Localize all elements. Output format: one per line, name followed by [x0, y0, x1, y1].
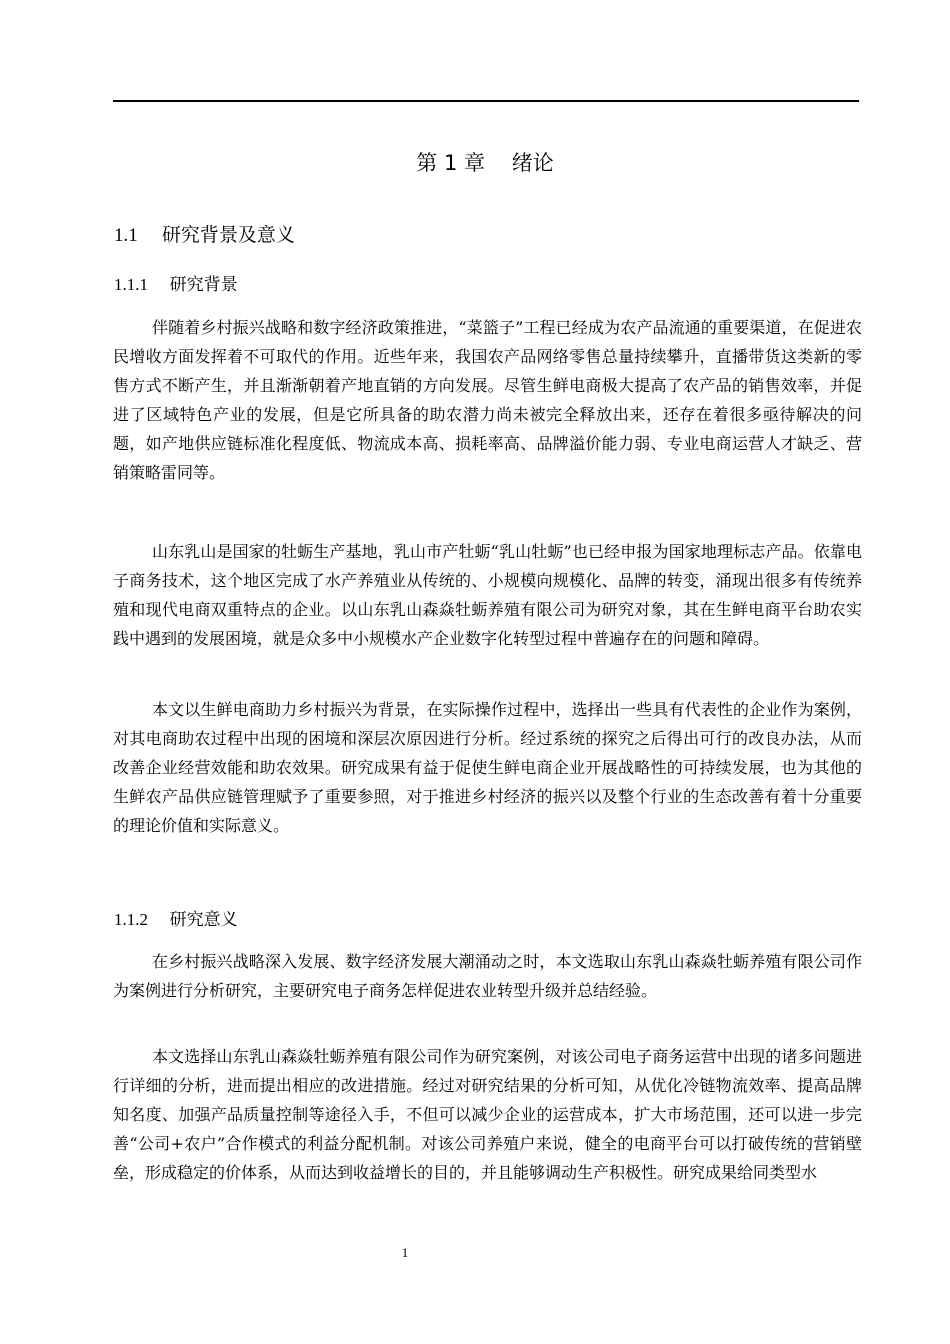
subsection-number: 1.1.2: [114, 910, 148, 929]
header-rule: [113, 100, 859, 102]
body-paragraph: 本文以生鲜电商助力乡村振兴为背景，在实际操作过程中，选择出一些具有代表性的企业作为案例，对其电商助农过程中出现的困境和深层次原因进行分析。经过系统的探究之后得出可行的改良办法，从而改善企业经营效能和助农效果。研究成果有益于促使生鲜电商企业开展战略性的可持续发展，也为其他的生鲜农产品供应链管理赋予了重要参照，对于推进乡村经济的振兴以及整个行业的生态改善有着十分重要的理论价值和实际意义。: [113, 700, 862, 835]
chapter-title: 第 1 章 绪论: [416, 151, 554, 175]
subsection-title: 研究意义: [169, 910, 238, 930]
section-heading-1-1: [114, 222, 295, 249]
body-paragraph: 在乡村振兴战略深入发展、数字经济发展大潮涌动之时，本文选取山东乳山森焱牡蛎养殖有限公司作为案例进行分析研究，主要研究电子商务怎样促进农业转型升级并总结经验。: [113, 952, 862, 1000]
section-number: 1.1: [114, 225, 138, 246]
page-number: 1: [401, 1245, 409, 1260]
subsection-heading-1-1-1: [114, 273, 238, 297]
section-title: 研究背景及意义: [161, 224, 295, 246]
subsection-title: 研究背景: [169, 275, 238, 295]
subsection-number: 1.1.1: [114, 275, 148, 294]
body-paragraph: 山东乳山是国家的牡蛎生产基地，乳山市产牡蛎“乳山牡蛎”也已经申报为国家地理标志产品。依靠电子商务技术，这个地区完成了水产养殖业从传统的、小规模向规模化、品牌的转变，涌现出很多有传统养殖和现代电商双重特点的企业。以山东乳山森焱牡蛎养殖有限公司为研究对象，其在生鲜电商平台助农实践中遇到的发展困境，就是众多中小规模水产企业数字化转型过程中普遍存在的问题和障碍。: [113, 542, 862, 648]
body-paragraph: 本文选择山东乳山森焱牡蛎养殖有限公司作为研究案例，对该公司电子商务运营中出现的诸多问题进行详细的分析，进而提出相应的改进措施。经过对研究结果的分析可知，从优化冷链物流效率、提高品牌知名度、加强产品质量控制等途径入手，不但可以减少企业的运营成本，扩大市场范围，还可以进一步完善“公司+农户”合作模式的利益分配机制。对该公司养殖户来说，健全的电商平台可以打破传统的营销壁垒，形成稳定的价体系，从而达到收益增长的目的，并且能够调动生产积极性。研究成果给同类型水: [113, 1047, 862, 1182]
subsection-heading-1-1-2: [114, 908, 238, 932]
body-paragraph: 伴随着乡村振兴战略和数字经济政策推进，“菜篮子”工程已经成为农产品流通的重要渠道，在促进农民增收方面发挥着不可取代的作用。近些年来，我国农产品网络零售总量持续攀升，直播带货这类新的零售方式不断产生，并且渐渐朝着产地直销的方向发展。尽管生鲜电商极大提高了农产品的销售效率，并促进了区域特色产业的发展，但是它所具备的助农潜力尚未被完全释放出来，还存在着很多亟待解决的问题，如产地供应链标准化程度低、物流成本高、损耗率高、品牌溢价能力弱、专业电商运营人才缺乏、营销策略雷同等。: [113, 318, 862, 482]
